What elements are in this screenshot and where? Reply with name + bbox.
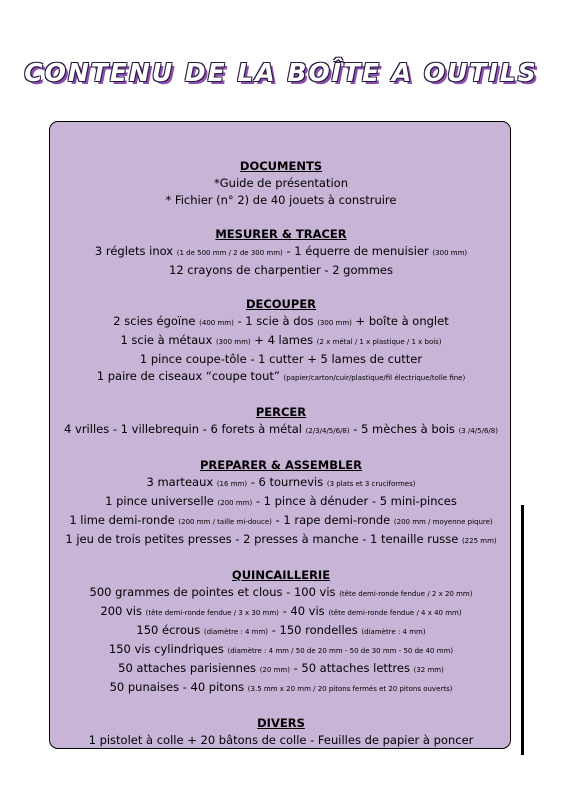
item-text: *Guide de présentation <box>214 176 348 190</box>
item-text: 1 pistolet à colle + 20 bâtons de colle - Feuilles de papier à poncer <box>88 733 474 747</box>
item-line <box>0 732 562 749</box>
item-spec: (tête demi-ronde fendue / 3 x 30 mm) <box>145 609 279 617</box>
item-text: 150 vis cylindriques <box>108 642 228 656</box>
section-heading: QUINCAILLERIE <box>231 568 331 582</box>
item-line <box>0 351 562 368</box>
section-heading: DIVERS <box>257 716 305 730</box>
item-text: 2 scies égoïne <box>113 314 200 328</box>
item-text: 500 grammes de pointes et clous - 100 vis <box>89 585 340 599</box>
item-text: - 1 pince à dénuder - 5 mini-pinces <box>252 494 457 508</box>
item-text: 3 réglets inox <box>94 244 177 258</box>
item-line <box>0 332 562 351</box>
item-spec: (200 mm) <box>217 499 253 507</box>
section-heading: PREPARER & ASSEMBLER <box>199 458 363 472</box>
section-heading: PERCER <box>255 405 307 419</box>
item-text: 12 crayons de charpentier - 2 gommes <box>169 263 393 277</box>
item-text: - 150 rondelles <box>268 623 362 637</box>
item-spec: (tête demi-ronde fendue / 2 x 20 mm) <box>339 590 473 598</box>
section-percer <box>0 404 562 440</box>
item-line <box>0 243 562 262</box>
section-mesurer-tracer <box>0 226 562 279</box>
item-line <box>0 679 562 698</box>
item-text: + boîte à onglet <box>351 314 449 328</box>
item-line <box>0 368 562 387</box>
item-spec: (3 /4/5/6/8) <box>458 427 498 435</box>
item-text: - 1 équerre de menuisier <box>282 244 433 258</box>
item-line <box>0 313 562 332</box>
item-line <box>0 584 562 603</box>
item-line <box>0 175 562 192</box>
section-decouper <box>0 296 562 387</box>
item-spec: (200 mm / taille mi-douce) <box>178 518 272 526</box>
item-spec: (32 mm) <box>413 666 444 674</box>
item-line <box>0 421 562 440</box>
item-line <box>0 660 562 679</box>
item-spec: (225 mm) <box>461 537 497 545</box>
item-text: 50 punaises - 40 pitons <box>109 680 248 694</box>
item-spec: (300 mm) <box>432 249 468 257</box>
item-spec: (diamètre : 4 mm / 50 de 20 mm - 50 de 30 mm - 50 de 40 mm) <box>227 647 454 655</box>
item-spec: (3 plats et 3 cruciformes) <box>326 480 416 488</box>
item-text: 50 attaches parisiennes <box>118 661 260 675</box>
item-text: 1 scie à métaux <box>120 333 216 347</box>
section-divers <box>0 715 562 749</box>
item-text: - 50 attaches lettres <box>289 661 414 675</box>
section-heading: MESURER & TRACER <box>215 227 347 241</box>
item-line <box>0 262 562 279</box>
item-text: 1 lime demi-ronde <box>69 513 179 527</box>
item-text: 200 vis <box>100 604 146 618</box>
item-text: * Fichier (n° 2) de 40 jouets à construire <box>165 193 397 207</box>
item-text: + 4 lames <box>250 333 317 347</box>
section-documents <box>0 158 562 209</box>
section-heading: DOCUMENTS <box>239 159 323 173</box>
item-spec: (papier/carton/cuir/plastique/fil électrique/tolle fine) <box>283 374 466 382</box>
item-text: - 40 vis <box>278 604 329 618</box>
item-spec: (400 mm) <box>199 319 234 327</box>
item-line <box>0 603 562 622</box>
item-text: 150 écrous <box>136 623 204 637</box>
item-spec: (2 x métal / 1 x plastique / 1 x bois) <box>316 338 442 346</box>
item-text: - 1 scie à dos <box>233 314 318 328</box>
item-text: - 5 mèches à bois <box>349 422 459 436</box>
item-line <box>0 474 562 493</box>
item-spec: (20 mm) <box>259 666 290 674</box>
section-quincaillerie <box>0 567 562 698</box>
section-preparer-assembler <box>0 457 562 550</box>
item-spec: (16 mm) <box>216 480 248 488</box>
section-heading: DECOUPER <box>245 297 317 311</box>
item-line <box>0 493 562 512</box>
item-text: 4 vrilles - 1 villebrequin - 6 forets à métal <box>64 422 306 436</box>
item-line <box>0 641 562 660</box>
item-spec: (diamètre : 4 mm) <box>361 628 426 636</box>
item-text: 1 pince universelle <box>105 494 218 508</box>
item-line <box>0 622 562 641</box>
item-spec: (3.5 mm x 20 mm / 20 pitons fermés et 20 pitons ouverts) <box>247 685 453 693</box>
page-title: CONTENU DE LA BOÎTE A OUTILS <box>24 58 538 87</box>
item-line <box>0 192 562 209</box>
item-spec: (300 mm) <box>317 319 352 327</box>
tool-list <box>0 158 562 766</box>
item-text: 1 paire de ciseaux “coupe tout” <box>96 369 284 383</box>
item-text: - 1 rape demi-ronde <box>271 513 394 527</box>
item-text: 1 jeu de trois petites presses - 2 presses à manche - 1 tenaille russe <box>65 532 462 546</box>
item-line <box>0 512 562 531</box>
item-spec: (tête demi-ronde fendue / 4 x 40 mm) <box>328 609 462 617</box>
item-spec: (2/3/4/5/6/8) <box>305 427 350 435</box>
item-text: 3 marteaux <box>146 475 217 489</box>
item-text: 1 pince coupe-tôle - 1 cutter + 5 lames de cutter <box>139 352 423 366</box>
item-line <box>0 531 562 550</box>
item-spec: (300 mm) <box>215 338 251 346</box>
item-spec: (200 mm / moyenne piqure) <box>393 518 493 526</box>
item-spec: (diamètre : 4 mm) <box>203 628 269 636</box>
item-text: - 6 tournevis <box>247 475 327 489</box>
item-spec: (1 de 500 mm / 2 de 300 mm) <box>176 249 283 257</box>
